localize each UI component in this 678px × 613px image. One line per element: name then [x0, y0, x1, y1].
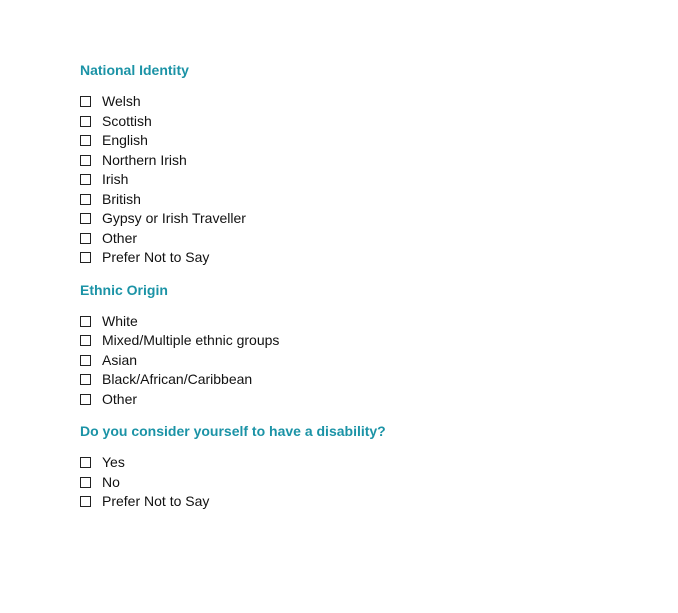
- option-prefer-not-to-say-disability[interactable]: [80, 492, 640, 512]
- option-label: British: [102, 190, 141, 207]
- checkbox-icon[interactable]: [80, 457, 91, 468]
- option-scottish[interactable]: [80, 112, 640, 132]
- option-irish[interactable]: [80, 170, 640, 190]
- option-label: Yes: [102, 454, 125, 470]
- option-asian[interactable]: [80, 351, 640, 371]
- checkbox-icon[interactable]: [80, 477, 91, 488]
- option-label: Other: [102, 390, 138, 407]
- option-label: Prefer Not to Say: [102, 249, 210, 265]
- option-gypsy-or-irish-traveller[interactable]: [80, 209, 640, 229]
- checkbox-icon[interactable]: [80, 394, 91, 405]
- checkbox-icon[interactable]: [80, 213, 91, 224]
- disability-heading: Do you consider yourself to have a disability?: [80, 423, 386, 439]
- option-british[interactable]: [80, 190, 640, 210]
- option-yes[interactable]: [80, 453, 640, 473]
- checkbox-icon[interactable]: [80, 174, 91, 185]
- checkbox-icon[interactable]: [80, 252, 91, 263]
- option-label: Irish: [102, 171, 129, 187]
- option-label: Gypsy or Irish Traveller: [102, 210, 246, 226]
- ethnic-origin-heading: Ethnic Origin: [80, 281, 168, 298]
- option-label: Asian: [102, 351, 138, 368]
- option-english[interactable]: [80, 131, 640, 151]
- option-label: No: [102, 473, 120, 490]
- option-white[interactable]: [80, 312, 640, 332]
- option-label: Welsh: [102, 93, 141, 109]
- national-identity-options: [80, 92, 640, 268]
- option-label: Other: [102, 229, 138, 246]
- option-label: Prefer Not to Say: [102, 493, 210, 509]
- option-black-african-caribbean[interactable]: [80, 370, 640, 390]
- checkbox-icon[interactable]: [80, 355, 91, 366]
- checkbox-icon[interactable]: [80, 335, 91, 346]
- checkbox-icon[interactable]: [80, 116, 91, 127]
- option-label: Mixed/Multiple ethnic groups: [102, 332, 280, 348]
- option-mixed-multiple[interactable]: [80, 331, 640, 351]
- checkbox-icon[interactable]: [80, 316, 91, 327]
- checkbox-icon[interactable]: [80, 233, 91, 244]
- checkbox-icon[interactable]: [80, 155, 91, 166]
- option-other-ethnic[interactable]: [80, 390, 640, 410]
- checkbox-icon[interactable]: [80, 496, 91, 507]
- checkbox-icon[interactable]: [80, 374, 91, 385]
- option-label: English: [102, 132, 148, 148]
- checkbox-icon[interactable]: [80, 194, 91, 205]
- option-prefer-not-to-say-national[interactable]: [80, 248, 640, 268]
- option-northern-irish[interactable]: [80, 151, 640, 171]
- option-other-national[interactable]: [80, 229, 640, 249]
- checkbox-icon[interactable]: [80, 96, 91, 107]
- disability-options: [80, 453, 640, 512]
- option-no[interactable]: [80, 473, 640, 493]
- option-label: Scottish: [102, 112, 152, 129]
- form-page: [80, 62, 640, 512]
- national-identity-heading: National Identity: [80, 62, 189, 78]
- ethnic-origin-options: [80, 312, 640, 410]
- checkbox-icon[interactable]: [80, 135, 91, 146]
- option-label: White: [102, 312, 138, 329]
- option-label: Northern Irish: [102, 151, 187, 168]
- option-label: Black/African/Caribbean: [102, 371, 253, 387]
- option-welsh[interactable]: [80, 92, 640, 112]
